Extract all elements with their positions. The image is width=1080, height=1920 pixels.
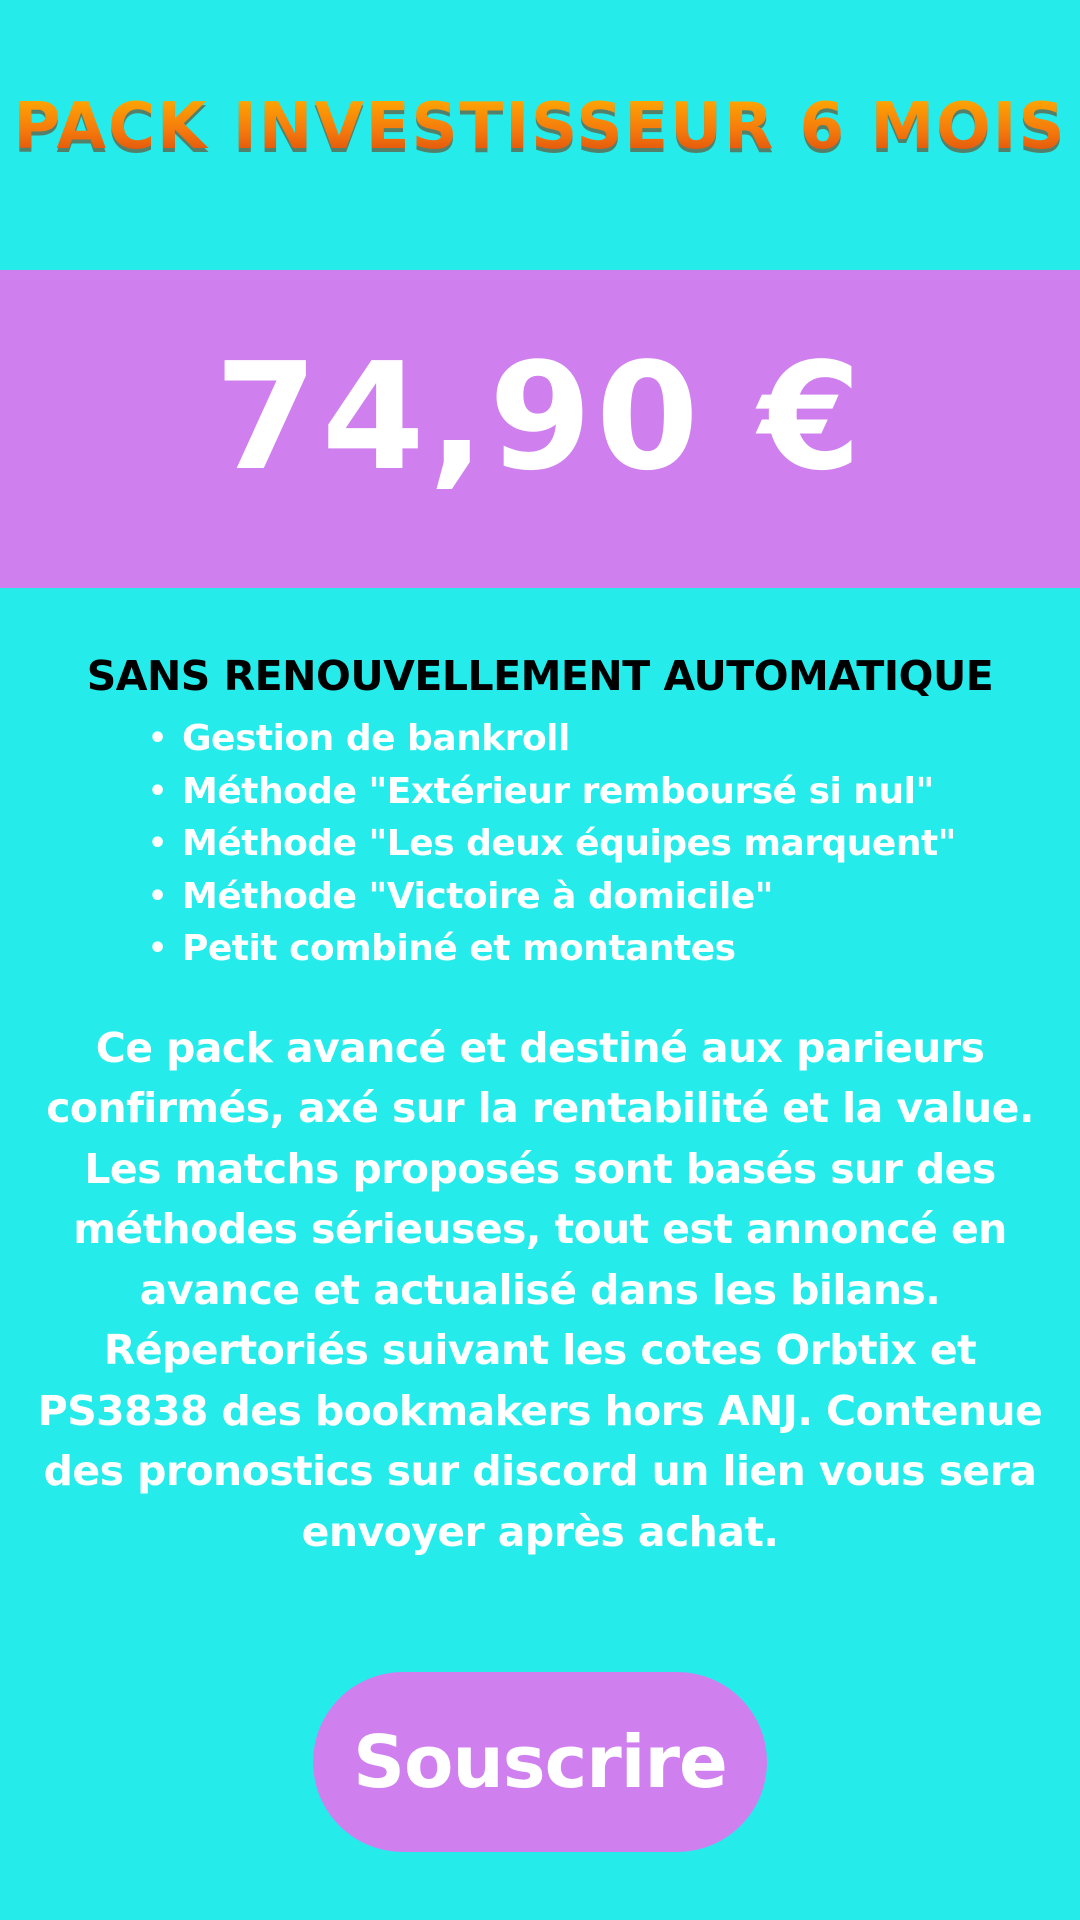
feature-item: • Gestion de bankroll [182, 713, 1080, 766]
renewal-subtitle: SANS RENOUVELLEMENT AUTOMATIQUE [86, 652, 994, 700]
price-band [0, 270, 1080, 588]
feature-list [0, 713, 1080, 976]
feature-item: • Petit combiné et montantes [182, 923, 1080, 976]
price-label: 74,90 € [214, 331, 866, 503]
feature-item: • Méthode "Les deux équipes marquent" [182, 818, 1080, 871]
pack-description: Ce pack avancé et destiné aux parieurs confirmés, axé sur la rentabilité et la value. Les matchs proposés sont basés sur des méthodes sérieuses, tout est annoncé en avance et actualisé dans les bilans. Répertoriés suivant les cotes Orbtix et PS3838 des bookmakers hors ANJ. Contenue des pronostics sur discord un lien vous sera envoyer après achat. [37, 1023, 1043, 1556]
pack-details [0, 588, 1080, 1562]
page-title: PACK INVESTISSEUR 6 MOIS [13, 90, 1067, 164]
feature-item: • Méthode "Extérieur remboursé si nul" [182, 766, 1080, 819]
feature-item: • Méthode "Victoire à domicile" [182, 871, 1080, 924]
subscribe-button[interactable]: Souscrire [313, 1672, 767, 1852]
header [0, 0, 1080, 270]
